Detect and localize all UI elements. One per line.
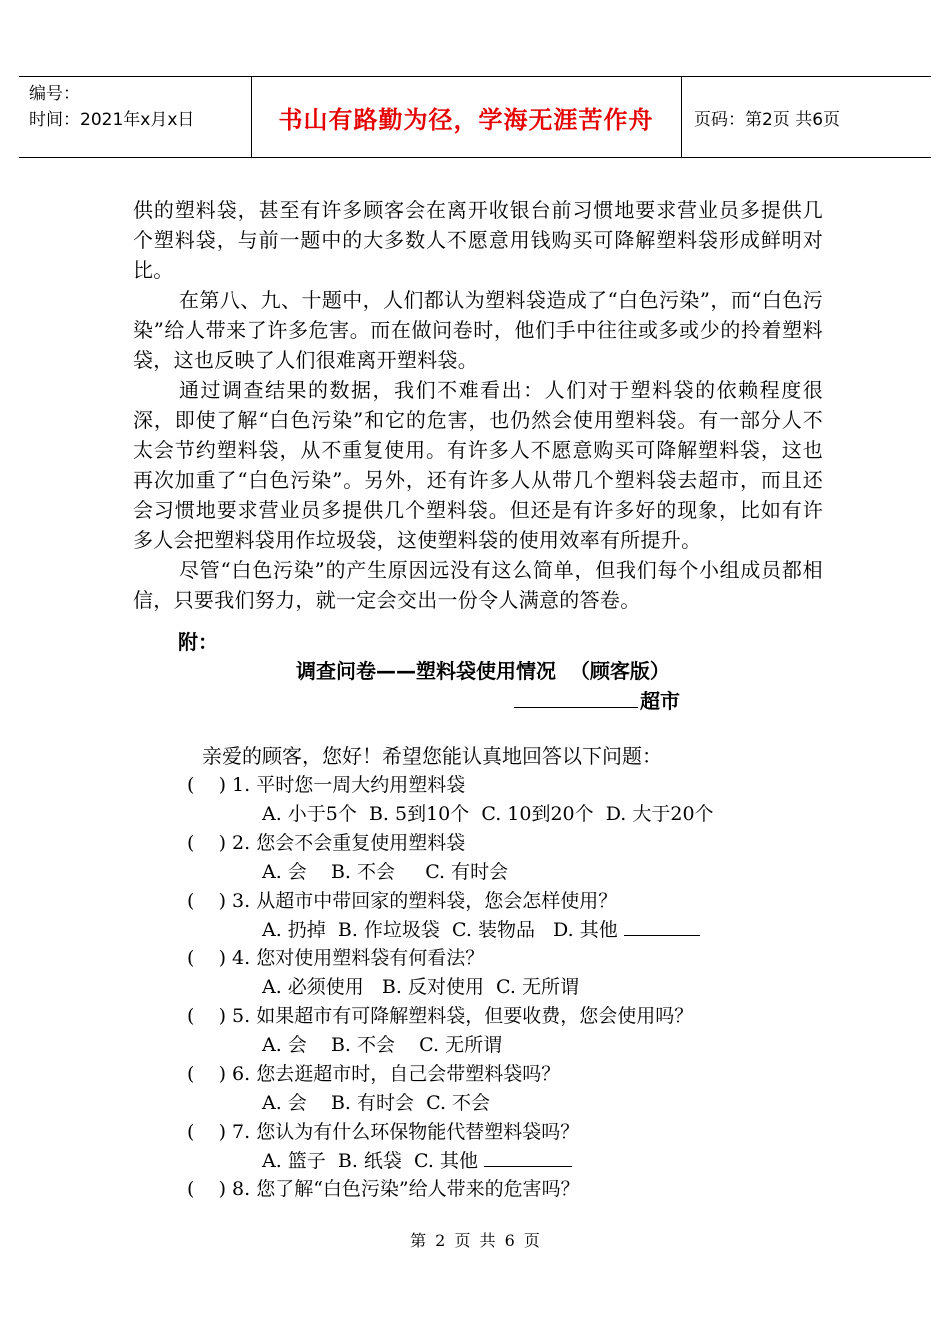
question-options: A. 小于5个 B. 5到10个 C. 10到20个 D. 大于20个 bbox=[262, 803, 714, 825]
market-blank[interactable] bbox=[514, 687, 638, 708]
question-options: A. 会 B. 不会 C. 无所谓 bbox=[262, 1034, 503, 1056]
appendix-label: 附： bbox=[178, 630, 218, 654]
question-item: ( ) 6. 您去逛超市时，自己会带塑料袋吗？ bbox=[187, 1063, 561, 1085]
question-options: A. 必须使用 B. 反对使用 C. 无所谓 bbox=[262, 976, 579, 998]
header-motto: 书山有路勤为径，学海无涯苦作舟 bbox=[278, 105, 654, 134]
question-options: A. 扔掉 B. 作垃圾袋 C. 装物品 D. 其他 bbox=[262, 919, 624, 941]
question-item: ( ) 3. 从超市中带回家的塑料袋，您会怎样使用？ bbox=[187, 890, 618, 912]
paragraph: 通过调查结果的数据，我们不难看出：人们对于塑料袋的依赖程度很深，即使了解“白色污染”和它的危害，也仍然会使用塑料袋。有一部分人不太会节约塑料袋，从不重复使用。有许多人不愿意购买可降解塑料袋，这也再次加重了“白色污染”。另外，还有许多人从带几个塑料袋去超市，而且还会习惯地要求营业员多提供几个塑料袋。但还是有许多好的现象，比如有许多人会把塑料袋用作垃圾袋，这使塑料袋的使用效率有所提升。 bbox=[133, 378, 823, 552]
question-item: ( ) 4. 您对使用塑料袋有何看法？ bbox=[187, 947, 485, 969]
page-header bbox=[19, 76, 931, 158]
report-body bbox=[133, 195, 823, 615]
question-options-row bbox=[262, 915, 700, 942]
market-line bbox=[514, 685, 680, 714]
paragraph: 在第八、九、十题中，人们都认为塑料袋造成了“白色污染”，而“白色污染”给人带来了许多危害。而在做问卷时，他们手中往往或多或少的拎着塑料袋，这也反映了人们很难离开塑料袋。 bbox=[133, 288, 823, 372]
number-label: 编号： bbox=[29, 84, 80, 104]
other-answer-blank[interactable] bbox=[484, 1148, 572, 1167]
question-options: A. 篮子 B. 纸袋 C. 其他 bbox=[262, 1150, 484, 1172]
question-item: ( ) 5. 如果超市有可降解塑料袋，但要收费，您会使用吗？ bbox=[187, 1005, 694, 1027]
question-item: ( ) 1. 平时您一周大约用塑料袋 bbox=[187, 774, 466, 796]
survey-greeting: 亲爱的顾客，您好！希望您能认真地回答以下问题： bbox=[202, 744, 662, 768]
market-label: 超市 bbox=[640, 689, 680, 713]
question-item: ( ) 2. 您会不会重复使用塑料袋 bbox=[187, 832, 466, 854]
other-answer-blank[interactable] bbox=[624, 917, 700, 936]
question-options: A. 会 B. 不会 C. 有时会 bbox=[262, 861, 509, 883]
paragraph: 尽管“白色污染”的产生原因远没有这么简单，但我们每个小组成员都相信，只要我们努力，就一定会交出一份令人满意的答卷。 bbox=[133, 558, 823, 612]
time-label: 时间：2021年x月x日 bbox=[29, 110, 195, 130]
question-item: ( ) 8. 您了解“白色污染”给人带来的危害吗？ bbox=[187, 1178, 580, 1200]
question-options-row bbox=[262, 1146, 572, 1173]
header-divider bbox=[681, 77, 682, 157]
page-indicator: 页码：第2页 共6页 bbox=[694, 109, 841, 130]
paragraph: 供的塑料袋，甚至有许多顾客会在离开收银台前习惯地要求营业员多提供几个塑料袋，与前一题中的大多数人不愿意用钱购买可降解塑料袋形成鲜明对比。 bbox=[133, 198, 823, 282]
page-footer: 第 2 页 共 6 页 bbox=[410, 1231, 540, 1250]
question-options: A. 会 B. 有时会 C. 不会 bbox=[262, 1092, 491, 1114]
question-item: ( ) 7. 您认为有什么环保物能代替塑料袋吗？ bbox=[187, 1121, 580, 1143]
survey-title: 调查问卷——塑料袋使用情况 （顾客版） bbox=[296, 659, 670, 683]
header-left bbox=[29, 81, 244, 133]
